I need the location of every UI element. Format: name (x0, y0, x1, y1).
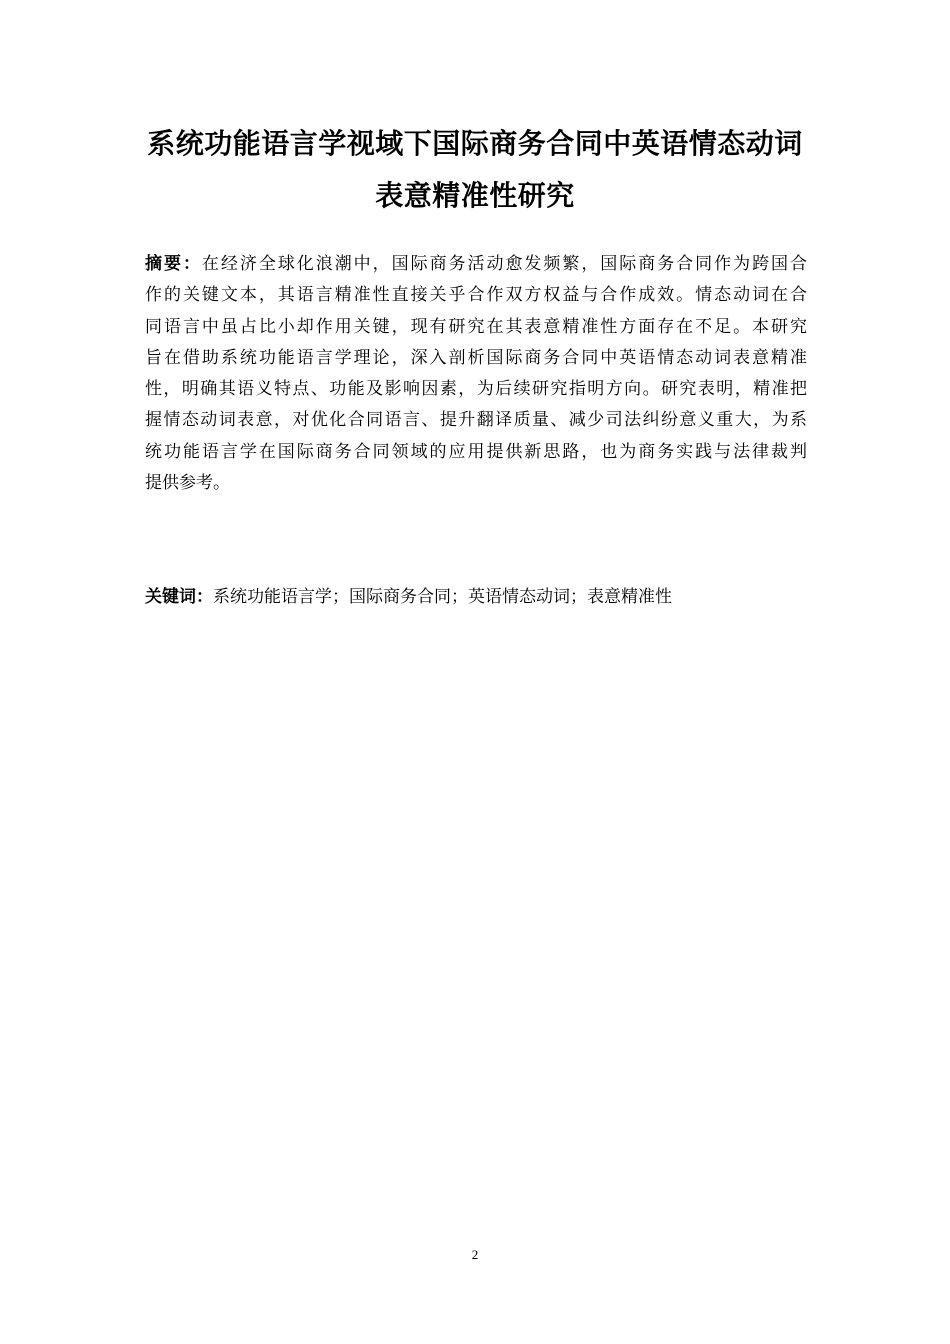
abstract-line: 旨在借助系统功能语言学理论，深入剖析国际商务合同中英语情态动词表意精准 (145, 347, 807, 368)
abstract-line: 提供参考。 (145, 473, 230, 494)
title-line-1: 系统功能语言学视域下国际商务合同中英语情态动词 (147, 127, 803, 160)
title-line-2: 表意精准性研究 (375, 179, 575, 212)
keywords-section (145, 582, 807, 613)
abstract-line: 性，明确其语义特点、功能及影响因素，为后续研究指明方向。研究表明，精准把 (145, 379, 807, 400)
abstract-label: 摘要： (145, 254, 202, 274)
abstract-line: 统功能语言学在国际商务合同领域的应用提供新思路，也为商务实践与法律裁判 (145, 441, 807, 462)
abstract-section (145, 249, 807, 499)
document-title (120, 118, 830, 222)
abstract-line (145, 249, 807, 280)
abstract-line: 作的关键文本，其语言精准性直接关乎合作双方权益与合作成效。情态动词在合 (145, 285, 807, 306)
keywords-label: 关键词： (145, 587, 213, 607)
abstract-line: 握情态动词表意，对优化合同语言、提升翻译质量、减少司法纠纷意义重大，为系 (145, 410, 807, 431)
keywords-text: 系统功能语言学；国际商务合同；英语情态动词；表意精准性 (213, 587, 672, 607)
abstract-line: 同语言中虽占比小却作用关键，现有研究在其表意精准性方面存在不足。本研究 (145, 316, 807, 337)
abstract-text: 在经济全球化浪潮中，国际商务活动愈发频繁，国际商务合同作为跨国合 (201, 254, 808, 274)
page-number: 2 (471, 1247, 479, 1262)
